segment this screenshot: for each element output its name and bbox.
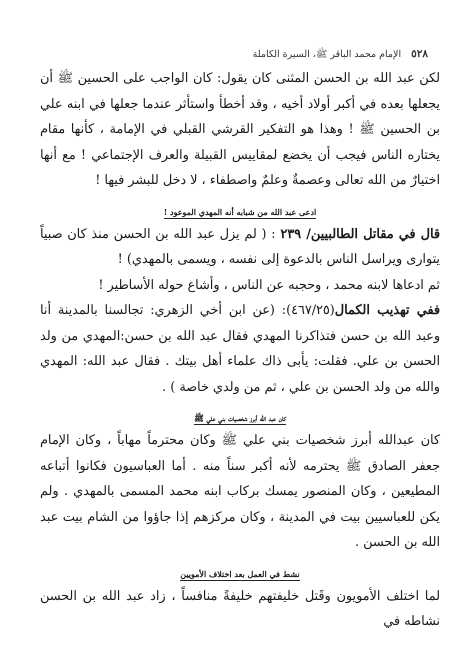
paragraph-activity: لما اختلف الأمويون وقَتل خليفتهم خليفةً منافساً ، زاد عبد الله بن الحسن نشاطه في xyxy=(40,588,440,629)
subheading-prominent-figure xyxy=(40,412,440,424)
page-number: ٥٢٨ xyxy=(411,48,428,60)
quote-text: : ( لم يزل عبد الله بن الحسن منذ كان صبياً يتوارى ويراسل الناس بالدعوة إلى نفسه ، ويسمى بالمهدي) ! xyxy=(40,226,440,267)
subheading-mahdi-claim xyxy=(40,206,440,218)
paragraph-tahdhib-quote xyxy=(40,298,440,400)
paragraph-maqatil-quote xyxy=(40,222,440,273)
quote-text: (٤٦٧/٢٥): (عن ابن أخي الزهري: تجالسنا بالمدينة أنا وعبد الله بن حسن فتذاكرنا المهدي فقال عبد الله بن حسن:المهدي من ولد الحسن بن علي. فقلت: يأبى ذاك علماء أهل بيتك . فقال عبد الله: المهدي والله من ولد الحسن بن علي ، ثم من ولدي خاصة ) . xyxy=(40,303,440,395)
paragraph-intro: لكن عبد الله بن الحسن المثنى كان يقول: كان الواجب على الحسين ﷺ أن يجعلها بعده في أكبر أولاد أخيه ، وقد أخطأ واستأثر عندما جعلها في ابنه علي بن الحسين ﷺ ! وهذا هو التفكير القرشي القبلي في الإمامة ، كأنها مقام يختاره الناس فيجب أن يخضع لمقاييس القبيلة والعرف الإجتماعي ! مع أنها اختيارٌ من الله تعالى وعصمةٌ وعلمٌ واصطفاء ، لا دخل للبشر فيها ! xyxy=(40,71,440,188)
paragraph-son-claim: ثم ادعاها لابنه محمد ، وحجبه عن الناس ، وأشاع حوله الأساطير ! xyxy=(98,277,440,293)
page-body xyxy=(40,66,440,635)
subheading-text: نشط في العمل بعد اختلاف الأمويين xyxy=(180,568,300,579)
paragraph-abbasids: كان عبدالله أبرز شخصيات بني علي ﷺ وكان محترماً مهاباً ، وكان الإمام جعفر الصادق ﷺ يحترمه لأنه أكبر سناً منه . أما العباسيون فكانوا أتباعه المطيعين ، وكان المنصور يمسك بركاب ابنه محمد المسمى بالمهدي . ولم يكن للعباسيين بيت في المدينة ، وكان مركزهم إذا جاؤوا من الشام بيت عبد الله بن الحسن . xyxy=(40,433,440,550)
source-citation: قال في مقاتل الطالبيين/ ٢٣٩ xyxy=(280,226,440,242)
running-title: الإمام محمد الباقر ﷺ، السيرة الكاملة xyxy=(252,49,402,60)
subheading-text: ادعى عبد الله من شبابه أنه المهدي الموعود ! xyxy=(163,206,317,217)
source-citation: ففي تهذيب الكمال xyxy=(334,303,440,318)
running-header xyxy=(40,48,428,62)
subheading-text: كان عبد الله أبرز شخصيات بني علي ﷺ xyxy=(194,413,286,423)
subheading-umayyad-dispute xyxy=(40,568,440,580)
